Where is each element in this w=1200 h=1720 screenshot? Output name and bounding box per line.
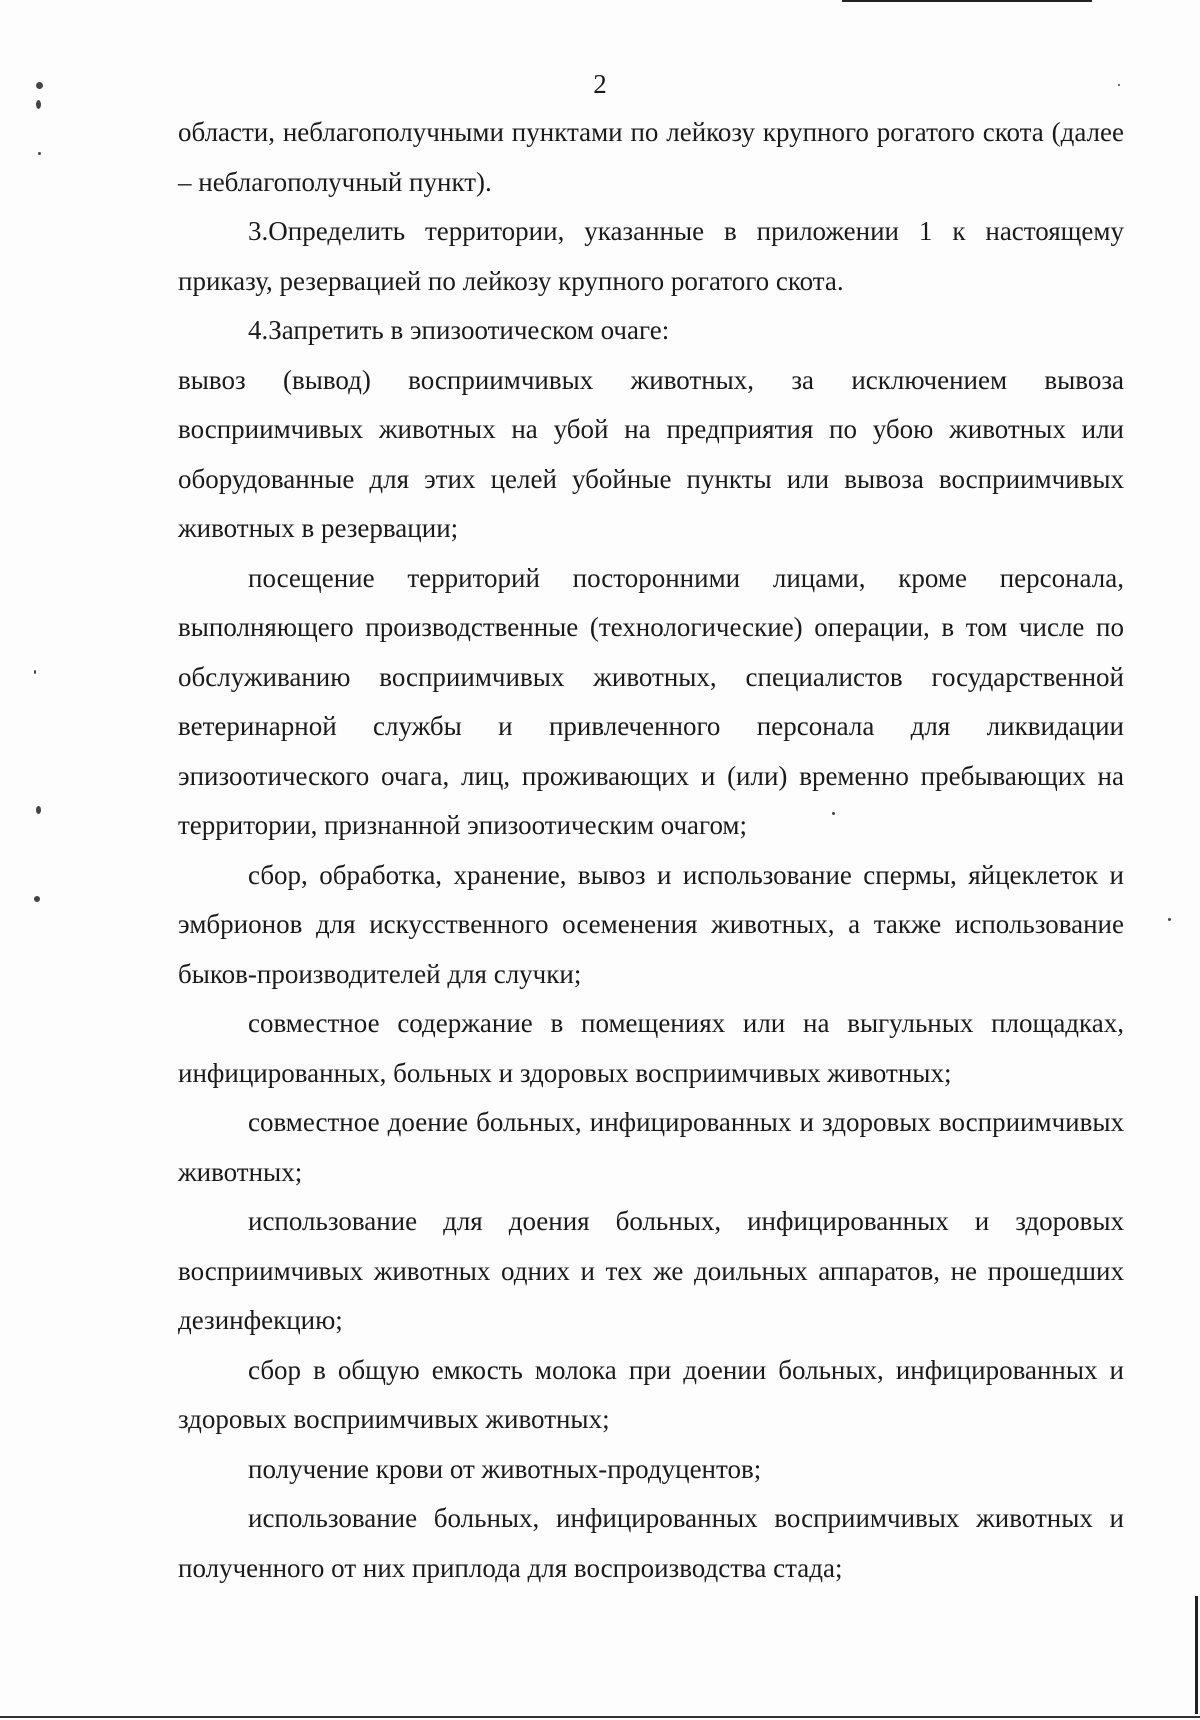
paragraph-item-3-reservation: 3.Определить территории, указанные в приложении 1 к настоящему приказу, резервацией по лейкозу крупного рогатого скота. bbox=[178, 216, 1124, 296]
scan-speck bbox=[34, 896, 40, 902]
scan-speck bbox=[36, 806, 41, 814]
paragraph-milking-devices: использование для доения больных, инфицированных и здоровых восприимчивых животных одних и тех же доильных аппаратов, не прошедших дезинфекцию; bbox=[178, 1206, 1124, 1335]
paragraph-milk-collection: сбор в общую емкость молока при доении больных, инфицированных и здоровых восприимчивых животных; bbox=[178, 1354, 1124, 1434]
document-body bbox=[178, 108, 1124, 1593]
paragraph-herd-reproduction: использование больных, инфицированных восприимчивых животных и полученного от них приплода для воспроизводства стада; bbox=[178, 1503, 1124, 1583]
scan-speck bbox=[34, 670, 36, 674]
paragraph-joint-keeping: совместное содержание в помещениях или на выгульных площадках, инфицированных, больных и здоровых восприимчивых животных; bbox=[178, 1008, 1124, 1088]
paragraph-export-animals: вывоз (вывод) восприимчивых животных, за исключением вывоза восприимчивых животных на убой на предприятия по убою животных или оборудованные для этих целей убойные пункты или вывоза восприимчивых животных в резервации; bbox=[178, 364, 1124, 543]
bottom-edge-rule bbox=[0, 1716, 1200, 1718]
scan-speck bbox=[38, 152, 41, 155]
scan-speck bbox=[1168, 918, 1171, 921]
paragraph-item-4-prohibit: 4.Запретить в эпизоотическом очаге: bbox=[248, 315, 670, 345]
paragraph-area-continuation: области, неблагополучными пунктами по лейкозу крупного рогатого скота (далее – неблагополучный пункт). bbox=[178, 117, 1124, 197]
paragraph-visits: посещение территорий посторонними лицами, кроме персонала, выполняющего производственные (технологические) операции, в том числе по обслуживанию восприимчивых животных, специалистов государственной ветеринарной службы и привлеченного персонала для ликвидации эпизоотического очага, лиц, проживающих и (или) временно пребывающих на территории, признанной эпизоотическим очагом; bbox=[178, 562, 1124, 840]
page-number: 2 bbox=[593, 69, 607, 99]
scan-speck bbox=[36, 100, 41, 109]
right-edge-mark bbox=[1195, 1596, 1198, 1714]
paragraph-sperm-embryos: сбор, обработка, хранение, вывоз и использование спермы, яйцеклеток и эмбрионов для искусственного осеменения животных, а также использование быков-производителей для случки; bbox=[178, 859, 1124, 989]
top-edge-rule bbox=[842, 0, 1092, 2]
paragraph-joint-milking: совместное доение больных, инфицированных и здоровых восприимчивых животных; bbox=[178, 1107, 1124, 1187]
paragraph-blood-collection: получение крови от животных-продуцентов; bbox=[248, 1453, 762, 1484]
scan-speck bbox=[36, 82, 43, 89]
scan-speck bbox=[1118, 84, 1120, 86]
scan-speck bbox=[832, 812, 835, 815]
